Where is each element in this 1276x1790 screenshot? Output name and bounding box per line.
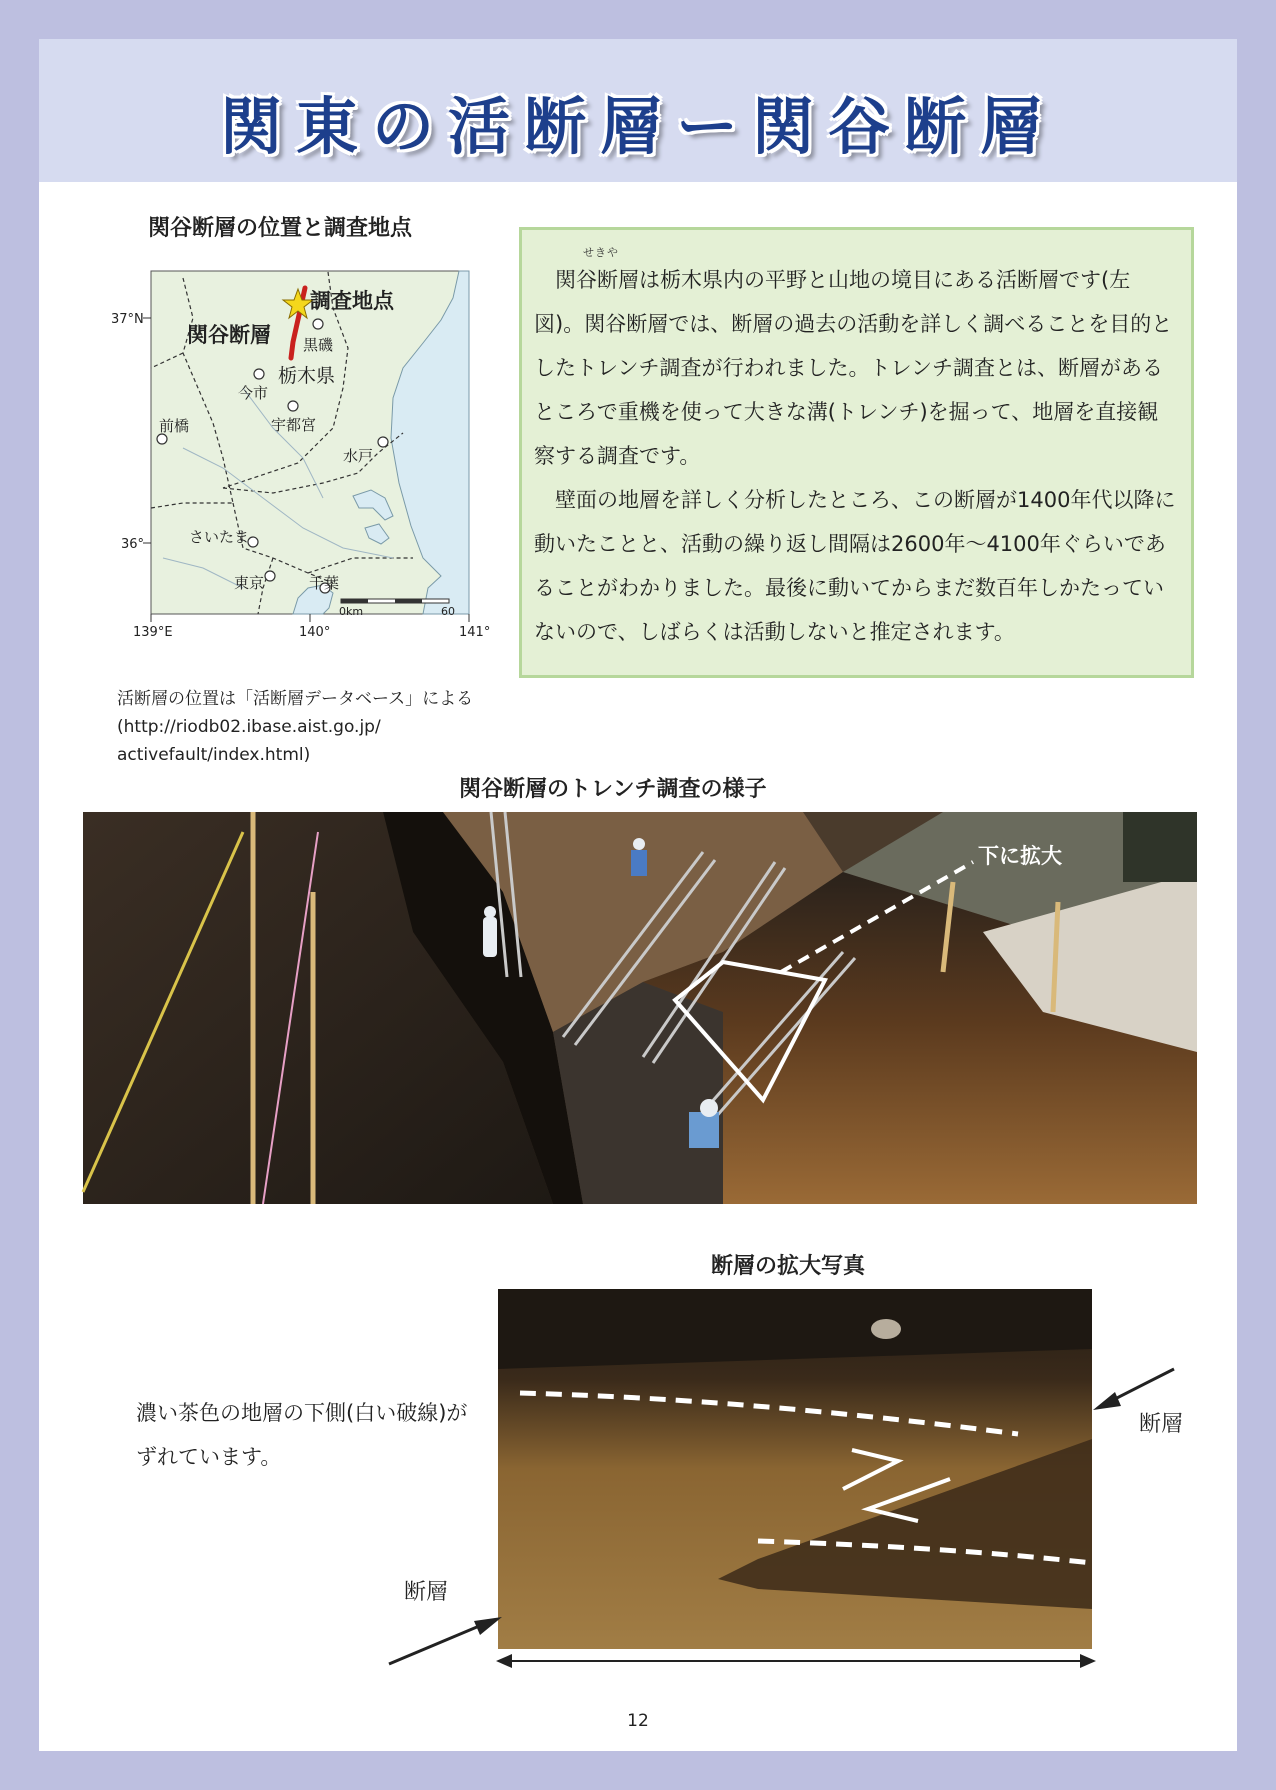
marker-mito <box>378 437 388 447</box>
map-caption <box>117 685 517 769</box>
marker-kuroiso <box>313 319 323 329</box>
label-imaichi: 今市 <box>238 384 269 402</box>
description-paragraph: 壁面の地層を詳しく分析したところ、この断層が1400年代以降に動いたことと、活動の繰り返し間隔は2600年〜4100年ぐらいであることがわかりました。最後に動いてからまだ数百年しかたっていないので、しばらくは活動しないと推定されます。 <box>534 488 1176 644</box>
caption-line: activefault/index.html) <box>117 745 311 765</box>
label-kuroiso: 黒磯 <box>303 336 334 354</box>
closeup-title: 断層の拡大写真 <box>711 1254 866 1279</box>
lat-tick-36: 36° <box>121 537 145 552</box>
marker-tokyo <box>265 571 275 581</box>
label-chiba: 千葉 <box>309 574 340 592</box>
label-fault: 関谷断層 <box>187 323 271 347</box>
fault-label-left: 断層 <box>404 1580 449 1605</box>
label-saitama: さいたま <box>189 528 250 546</box>
marker-utsunomiya <box>288 401 298 411</box>
width-arrow-icon <box>494 1649 1098 1673</box>
scale-start: 0km <box>339 605 364 618</box>
label-utsunomiya: 宇都宮 <box>271 416 317 434</box>
label-mito: 水戸 <box>343 447 374 465</box>
lon-tick-141: 141° <box>459 625 491 640</box>
map-title: 関谷断層の位置と調査地点 <box>148 216 413 241</box>
page-title: 関東の活断層ー関谷断層 <box>219 90 1056 163</box>
closeup-photo <box>498 1289 1092 1649</box>
header-band <box>39 39 1237 182</box>
page <box>39 39 1237 1751</box>
label-maebashi: 前橋 <box>159 417 190 435</box>
closeup-note: 濃い茶色の地層の下側(白い破線)がずれています。 <box>136 1401 468 1469</box>
label-tochigi: 栃木県 <box>278 365 336 387</box>
description-box <box>519 227 1194 678</box>
label-survey-point: 調査地点 <box>310 289 394 313</box>
lon-tick-140: 140° <box>299 625 331 640</box>
marker-saitama <box>248 537 258 547</box>
marker-maebashi <box>157 434 167 444</box>
lon-tick-139: 139°E <box>133 625 173 640</box>
description-paragraph: 関谷断層は栃木県内の平野と山地の境目にある活断層です(左図)。関谷断層では、断層の過去の活動を詳しく調べることを目的としたトレンチ調査が行われました。トレンチ調査とは、断層があるところで重機を使って大きな溝(トレンチ)を掘って、地層を直接観察する調査です。 <box>534 268 1173 468</box>
trench-photo <box>83 812 1197 1204</box>
enlarge-label: 下に拡大 <box>978 844 1062 868</box>
caption-line: 活断層の位置は「活断層データベース」による <box>117 689 474 709</box>
trench-title: 関谷断層のトレンチ調査の様子 <box>459 777 767 802</box>
ruby-reading: せきや <box>583 246 619 259</box>
scale-end: 60 <box>441 605 455 618</box>
label-tokyo: 東京 <box>234 574 265 592</box>
lat-tick-37: 37°N <box>111 312 144 327</box>
caption-line: (http://riodb02.ibase.aist.go.jp/ <box>117 717 381 737</box>
fault-label-right: 断層 <box>1139 1412 1184 1437</box>
page-number: 12 <box>627 1711 649 1731</box>
location-map <box>111 258 513 698</box>
marker-imaichi <box>254 369 264 379</box>
